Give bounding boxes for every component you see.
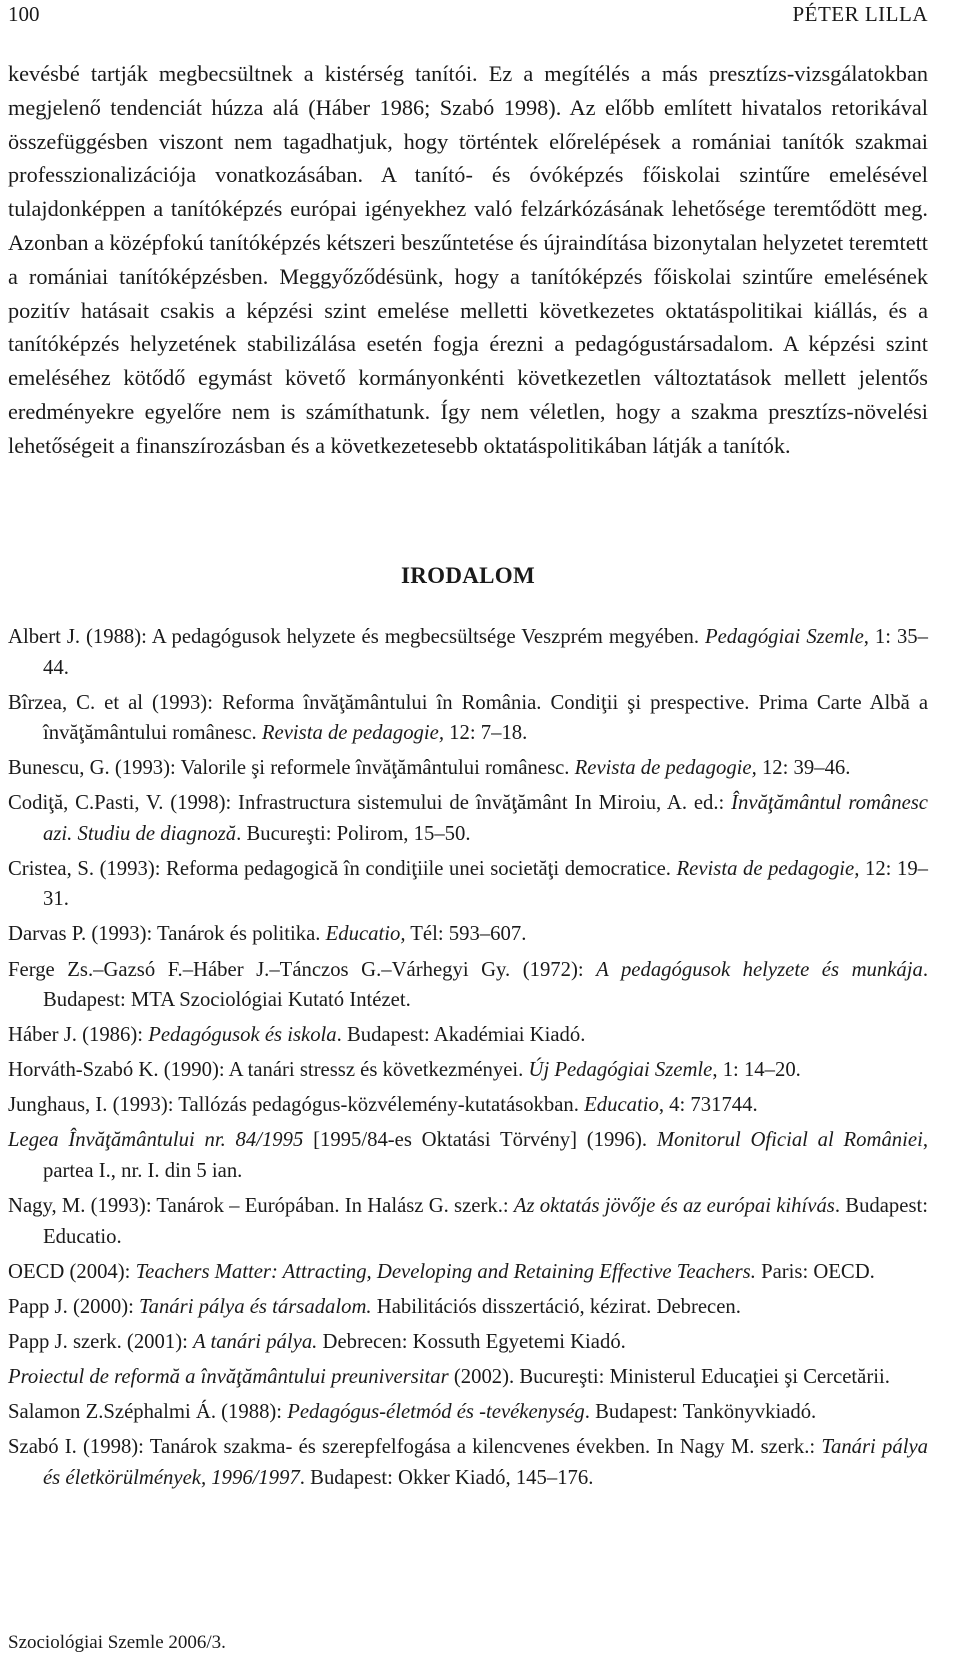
reference-list: [8, 622, 928, 1498]
reference-item: [8, 1090, 928, 1121]
reference-title: Az oktatás jövője és az európai kihívás: [513, 1195, 835, 1218]
reference-title: A tanári pálya.: [193, 1330, 318, 1353]
reference-text: Debrecen: Kossuth Egyetemi Kiadó.: [317, 1330, 626, 1353]
reference-text: Bunescu, G. (1993): Valorile şi reformele învăţământului românesc.: [8, 757, 575, 780]
reference-text: Bîrzea, C. et al (1993): Reforma învăţământului în România. Condiţii şi prespective. Prima Carte Albă a învăţământului românesc.: [8, 691, 928, 745]
reference-text: 12: 39–46.: [756, 757, 851, 780]
reference-text: , 4: 731744.: [658, 1094, 758, 1117]
reference-item: [8, 1397, 928, 1428]
reference-item: [8, 1125, 928, 1186]
reference-text: Habilitációs disszertáció, kézirat. Debrecen.: [371, 1295, 741, 1318]
body-paragraph: kevésbé tartják megbecsültnek a kistérség tanítói. Ez a megítélés a más presztízs-vizsgálatokban megjelenő tendenciát húzza alá (Háber 1986; Szabó 1998). Az előbb említett hivatalos retorikával összefüggésben viszont nem tagadhatjuk, hogy történtek előrelépések a romániai tanítók szakmai professzionalizációja vonatkozásában. A tanító- és óvóképzés főiskolai szintűre emelésével tulajdonképpen a tanítóképzés európai igényekhez való felzárkózásának lehetősége teremtődött meg. Azonban a középfokú tanítóképzés kétszeri beszűntetése és újraindítása bizonytalan helyzetet teremtett a romániai tanítóképzésben. Meggyőződésünk, hogy a tanítóképzés főiskolai szintűre emelésének pozitív hatásait csakis a képzési szint emelése melletti következetes oktatáspolitikai kiállás, és a tanítóképzés helyzetének stabilizálása esetén fogja érezni a pedagógustársadalom. A képzési szint emeléséhez kötődő egymást követő kormányonkénti következetlen változtatások mellett jelentős eredményekre egyelőre nem is számíthatunk. Így nem véletlen, hogy a szakma presztízs-növelési lehetőségeit a finanszírozásban és a következetesebb oktatáspolitikában látják a tanítók.: [8, 61, 928, 458]
page-number: 100: [8, 2, 40, 26]
reference-text: 12: 7–18.: [444, 722, 528, 745]
reference-item: [8, 1257, 928, 1288]
reference-title: Tanári pálya és társadalom.: [139, 1295, 372, 1318]
reference-text: . Budapest: Okker Kiadó, 145–176.: [299, 1466, 594, 1489]
reference-item: [8, 622, 928, 683]
reference-item: [8, 955, 928, 1016]
reference-text: 12: 19–31.: [43, 857, 929, 911]
reference-text: [1995/84-es Oktatási Törvény] (1996).: [303, 1129, 657, 1152]
reference-item: [8, 1191, 928, 1252]
reference-item: [8, 1292, 928, 1323]
reference-item: [8, 854, 928, 915]
reference-title: Revista de pedagogie,: [676, 857, 860, 880]
reference-title: Pedagógus-életmód és -tevékenység: [287, 1401, 585, 1423]
page-header: [8, 2, 928, 32]
reference-title: Proiectul de reformă a învăţământului preuniversitar: [8, 1365, 449, 1388]
reference-text: Cristea, S. (1993): Reforma pedagogică în condiţiile unei societăţi democratice.: [8, 857, 677, 880]
reference-title: Revista de pedagogie,: [574, 757, 757, 780]
reference-text: Szabó I. (1998): Tanárok szakma- és szerepfelfogása a kilencvenes években. In Nagy M. szerk.:: [8, 1436, 822, 1459]
page-footer: Szociológiai Szemle 2006/3.: [8, 1632, 226, 1653]
reference-item: [8, 1327, 928, 1358]
reference-text: Darvas P. (1993): Tanárok és politika.: [8, 923, 326, 946]
reference-title: Pedagógusok és iskola: [148, 1024, 337, 1047]
reference-title: Educatio,: [325, 923, 406, 946]
reference-text: Ferge Zs.–Gazsó F.–Háber J.–Tánczos G.–Várhegyi Gy. (1972):: [8, 958, 597, 981]
reference-title: Pedagógiai Szemle: [704, 626, 864, 648]
reference-title: Legea Învăţământului nr. 84/1995: [8, 1129, 304, 1152]
reference-item: [8, 1432, 928, 1493]
reference-text: Tél: 593–607.: [405, 923, 527, 946]
reference-text: Junghaus, I. (1993): Tallózás pedagógus-közvélemény-kutatásokban.: [8, 1094, 585, 1117]
reference-item: [8, 1362, 928, 1393]
reference-item: [8, 1055, 928, 1086]
reference-text: . Budapest: MTA Szociológiai Kutató Intézet.: [43, 958, 928, 1012]
reference-item: [8, 753, 928, 784]
reference-item: [8, 788, 928, 849]
reference-text: Horváth-Szabó K. (1990): A tanári stressz és következményei.: [8, 1059, 529, 1082]
running-head-author: PÉTER LILLA: [792, 2, 928, 26]
reference-text: Salamon Z.Széphalmi Á. (1988):: [8, 1401, 288, 1423]
reference-item: [8, 688, 928, 749]
reference-title: Teachers Matter: Attracting, Developing and Retaining Effective Teachers.: [135, 1260, 756, 1283]
reference-text: , 1: 35–44.: [43, 626, 928, 679]
reference-text: . Budapest: Tankönyvkiadó.: [584, 1401, 817, 1423]
reference-text: Háber J. (1986):: [8, 1024, 149, 1047]
reference-title: A pedagógusok helyzete és munkája: [596, 958, 923, 981]
reference-title: Învăţământul românesc azi. Studiu de diagnoză: [43, 792, 928, 845]
reference-title: Revista de pedagogie,: [261, 722, 444, 745]
reference-title: Educatio: [584, 1094, 659, 1117]
reference-title: Monitorul Oficial al României: [656, 1129, 923, 1152]
reference-text: , 1: 14–20.: [712, 1059, 801, 1082]
reference-text: . Bucureşti: Polirom, 15–50.: [236, 822, 471, 845]
reference-item: [8, 1020, 928, 1051]
reference-text: . Budapest: Educatio.: [43, 1195, 929, 1248]
reference-text: Paris: OECD.: [755, 1260, 875, 1283]
reference-text: , partea I., nr. I. din 5 ian.: [43, 1129, 928, 1182]
reference-text: OECD (2004):: [8, 1260, 136, 1283]
reference-text: . Budapest: Akadémiai Kiadó.: [336, 1024, 586, 1047]
reference-text: (2002). Bucureşti: Ministerul Educaţiei şi Cercetării.: [448, 1365, 890, 1388]
reference-title: Tanári pálya és életkörülmények, 1996/1997: [43, 1436, 928, 1489]
reference-text: Papp J. (2000):: [8, 1295, 140, 1318]
reference-item: [8, 919, 928, 950]
reference-text: Albert J. (1988): A pedagógusok helyzete és megbecsültsége Veszprém megyében.: [8, 626, 705, 648]
reference-text: Nagy, M. (1993): Tanárok – Európában. In Halász G. szerk.:: [8, 1195, 514, 1218]
reference-text: Papp J. szerk. (2001):: [8, 1330, 194, 1353]
section-heading: IRODALOM: [400, 563, 535, 588]
reference-text: Codiţă, C.Pasti, V. (1998): Infrastructura sistemului de învăţământ In Miroiu, A. ed.:: [8, 792, 732, 815]
reference-title: Új Pedagógiai Szemle: [528, 1059, 713, 1082]
